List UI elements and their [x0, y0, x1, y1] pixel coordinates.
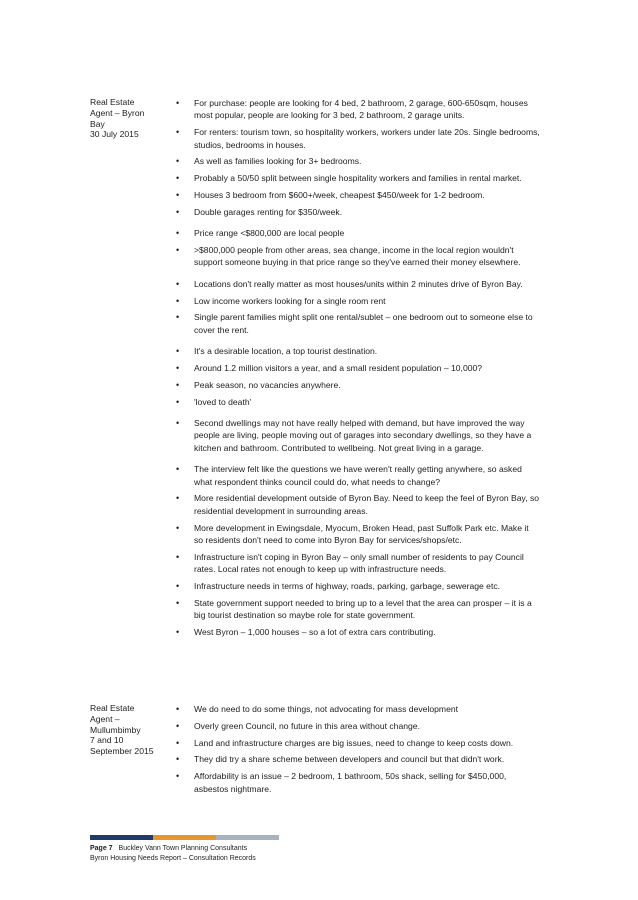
- bullet-item: • State government support needed to bring up to a level that the area can prosper – it is a big tourist destination so maybe role for state government.: [174, 597, 540, 622]
- bullet-list: [174, 703, 540, 799]
- bullet-item: • Around 1.2 million visitors a year, and a small resident population – 10,000?: [174, 362, 540, 374]
- bullet-item: • Double garages renting for $350/week.: [174, 206, 540, 218]
- label-line: Mullumbimby: [90, 724, 141, 735]
- bullet-item: • 'loved to death': [174, 396, 540, 408]
- entry-label: [90, 97, 168, 140]
- entry-label: [90, 703, 168, 757]
- bullet-list: [174, 97, 540, 643]
- bullet-item: • >$800,000 people from other areas, sea change, income in the local region wouldn't support someone buying in that price range so they've earned their money elsewhere.: [174, 244, 540, 269]
- bullet-item: • It's a desirable location, a top tourist destination.: [174, 345, 540, 357]
- footer-bar-gray: [216, 835, 279, 840]
- bullet-item: • The interview felt like the questions we have weren't really getting anywhere, so asked what respondent thinks council could do, what needs to change?: [174, 463, 540, 488]
- bullet-item: • Infrastructure needs in terms of highway, roads, parking, garbage, sewerage etc.: [174, 580, 540, 592]
- bullet-item: • Overly green Council, no future in this area without change.: [174, 720, 540, 732]
- bullet-item: • We do need to do some things, not advocating for mass development: [174, 703, 540, 715]
- footer-bar-orange: [153, 835, 216, 840]
- bullet-item: • More residential development outside of Byron Bay. Need to keep the feel of Byron Bay, so residential development in surrounding areas.: [174, 492, 540, 517]
- label-line: Agent – Byron: [90, 107, 145, 118]
- bullet-item: • Second dwellings may not have really helped with demand, but have improved the way people are living, people moving out of garages into secondary dwellings, so they have a kitchen and bathroom. Contributed to wellbeing. Not great living in a garage.: [174, 417, 540, 454]
- label-line: Bay: [90, 118, 105, 129]
- footer-bar-blue: [90, 835, 153, 840]
- label-line: Real Estate: [90, 703, 135, 713]
- company-name: Buckley Vann Town Planning Consultants: [118, 845, 248, 852]
- bullet-item: • West Byron – 1,000 houses – so a lot of extra cars contributing.: [174, 626, 540, 638]
- bullet-item: • Affordability is an issue – 2 bedroom, 1 bathroom, 50s shack, selling for $450,000, asbestos nightmare.: [174, 770, 540, 795]
- bullet-item: • For purchase: people are looking for 4 bed, 2 bathroom, 2 garage, 600-650sqm, houses most popular, people are looking for 3 bed, 2 bathroom, 2 garage units.: [174, 97, 540, 122]
- label-line: September 2015: [90, 746, 154, 757]
- bullet-item: • Low income workers looking for a single room rent: [174, 295, 540, 307]
- bullet-item: • Locations don't really matter as most houses/units within 2 minutes drive of Byron Bay.: [174, 278, 540, 290]
- report-title: Byron Housing Needs Report – Consultation Records: [90, 855, 256, 862]
- bullet-item: • Land and infrastructure charges are big issues, need to change to keep costs down.: [174, 737, 540, 749]
- label-line: Agent –: [90, 713, 120, 724]
- bullet-item: • Price range <$800,000 are local people: [174, 227, 540, 239]
- bullet-item: • Infrastructure isn't coping in Byron Bay – only small number of residents to pay Council rates. Local rates not enough to keep up with infrastructure needs.: [174, 551, 540, 576]
- bullet-item: • Peak season, no vacancies anywhere.: [174, 379, 540, 391]
- label-line: 7 and 10: [90, 735, 124, 746]
- bullet-item: • Probably a 50/50 split between single hospitality workers and families in rental market.: [174, 172, 540, 184]
- bullet-item: • They did try a share scheme between developers and council but that didn't work.: [174, 753, 540, 765]
- label-line: Real Estate: [90, 97, 135, 107]
- page-number: Page 7: [90, 845, 113, 852]
- bullet-item: • Houses 3 bedroom from $600+/week, cheapest $450/week for 1-2 bedroom.: [174, 189, 540, 201]
- bullet-item: • For renters: tourism town, so hospitality workers, workers under late 20s. Single bedrooms, studios, bedrooms in houses.: [174, 126, 540, 151]
- bullet-item: • More development in Ewingsdale, Myocum, Broken Head, past Suffolk Park etc. Make it so residents don't need to come into Byron Bay for services/shops/etc.: [174, 522, 540, 547]
- footer-color-bar: [90, 835, 279, 840]
- bullet-item: • Single parent families might split one rental/sublet – one bedroom out to someone else to cover the rent.: [174, 311, 540, 336]
- footer-line-1: [90, 844, 256, 854]
- page-footer: [90, 844, 256, 864]
- bullet-item: • As well as families looking for 3+ bedrooms.: [174, 155, 540, 167]
- label-line: 30 July 2015: [90, 129, 139, 140]
